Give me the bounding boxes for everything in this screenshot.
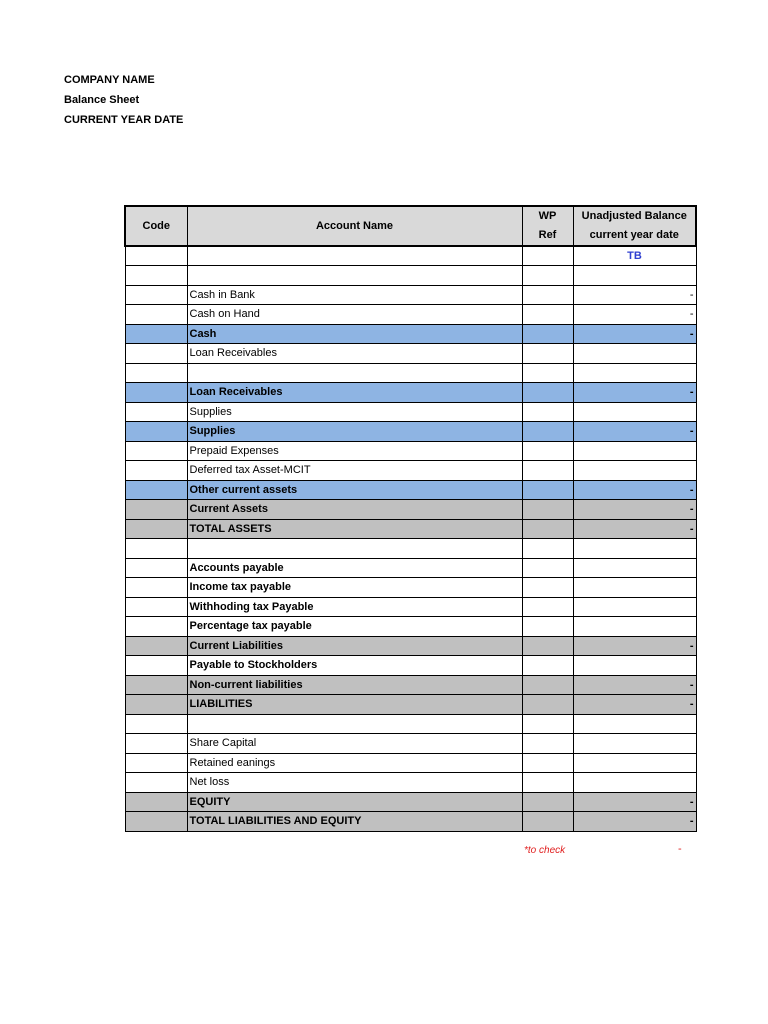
- column-header-code: Code: [125, 206, 187, 246]
- code-cell[interactable]: [125, 246, 187, 266]
- wp-ref-cell[interactable]: [522, 500, 573, 520]
- table-row: [125, 324, 696, 344]
- wp-ref-cell[interactable]: [522, 344, 573, 364]
- code-cell[interactable]: [125, 305, 187, 325]
- table-row: [125, 539, 696, 559]
- table-row: [125, 578, 696, 598]
- account-name-cell[interactable]: Share Capital: [187, 734, 522, 754]
- wp-ref-line1: WP: [538, 210, 557, 222]
- table-row: [125, 597, 696, 617]
- balance-cell[interactable]: -: [573, 792, 696, 812]
- account-name-cell[interactable]: [187, 266, 522, 286]
- wp-ref-cell[interactable]: [522, 753, 573, 773]
- account-name-cell[interactable]: Cash in Bank: [187, 285, 522, 305]
- to-check-value: -: [678, 843, 682, 855]
- table-row: [125, 675, 696, 695]
- wp-ref-cell[interactable]: [522, 324, 573, 344]
- account-name-cell[interactable]: Current Assets: [187, 500, 522, 520]
- code-cell[interactable]: [125, 792, 187, 812]
- wp-ref-cell[interactable]: [522, 636, 573, 656]
- account-name-cell[interactable]: Supplies: [187, 422, 522, 442]
- table-row: [125, 246, 696, 266]
- code-cell[interactable]: [125, 558, 187, 578]
- table-row: [125, 812, 696, 832]
- account-name-cell[interactable]: Supplies: [187, 402, 522, 422]
- wp-ref-cell[interactable]: [522, 578, 573, 598]
- wp-ref-cell[interactable]: [522, 695, 573, 715]
- balance-cell[interactable]: -: [573, 500, 696, 520]
- table-row: [125, 402, 696, 422]
- code-cell[interactable]: [125, 812, 187, 832]
- code-cell[interactable]: [125, 519, 187, 539]
- column-header-unadjusted-balance: [573, 206, 696, 246]
- wp-ref-cell[interactable]: [522, 441, 573, 461]
- wp-ref-cell[interactable]: [522, 734, 573, 754]
- table-row: [125, 734, 696, 754]
- balance-cell[interactable]: [573, 578, 696, 598]
- account-name-cell[interactable]: Cash: [187, 324, 522, 344]
- balance-cell[interactable]: [573, 714, 696, 734]
- code-cell[interactable]: [125, 480, 187, 500]
- code-cell[interactable]: [125, 675, 187, 695]
- balance-cell[interactable]: [573, 363, 696, 383]
- balance-cell[interactable]: -: [573, 305, 696, 325]
- wp-ref-cell[interactable]: [522, 246, 573, 266]
- table-row: [125, 753, 696, 773]
- account-name-cell[interactable]: Net loss: [187, 773, 522, 793]
- table-row: [125, 480, 696, 500]
- code-cell[interactable]: [125, 266, 187, 286]
- code-cell[interactable]: [125, 597, 187, 617]
- account-name-cell[interactable]: TOTAL ASSETS: [187, 519, 522, 539]
- wp-ref-cell[interactable]: [522, 305, 573, 325]
- table-row: [125, 344, 696, 364]
- table-row: [125, 695, 696, 715]
- balance-sheet-table: [124, 205, 697, 832]
- account-name-cell[interactable]: Payable to Stockholders: [187, 656, 522, 676]
- wp-ref-cell[interactable]: [522, 714, 573, 734]
- code-cell[interactable]: [125, 402, 187, 422]
- balance-cell[interactable]: -: [573, 324, 696, 344]
- code-cell[interactable]: [125, 285, 187, 305]
- company-name: COMPANY NAME: [64, 74, 155, 86]
- account-name-cell[interactable]: Current Liabilities: [187, 636, 522, 656]
- wp-ref-cell[interactable]: [522, 558, 573, 578]
- balance-cell[interactable]: [573, 402, 696, 422]
- wp-ref-cell[interactable]: [522, 363, 573, 383]
- balance-cell[interactable]: [573, 656, 696, 676]
- table-row: [125, 461, 696, 481]
- code-cell[interactable]: [125, 773, 187, 793]
- balance-cell[interactable]: -: [573, 636, 696, 656]
- balance-cell[interactable]: [573, 344, 696, 364]
- wp-ref-cell[interactable]: [522, 539, 573, 559]
- wp-ref-cell[interactable]: [522, 461, 573, 481]
- wp-ref-cell[interactable]: [522, 422, 573, 442]
- table-row: [125, 773, 696, 793]
- wp-ref-cell[interactable]: [522, 656, 573, 676]
- wp-ref-cell[interactable]: [522, 383, 573, 403]
- code-cell[interactable]: [125, 383, 187, 403]
- table-row: [125, 519, 696, 539]
- wp-ref-cell[interactable]: [522, 480, 573, 500]
- account-name-cell[interactable]: Income tax payable: [187, 578, 522, 598]
- balance-cell[interactable]: -: [573, 675, 696, 695]
- table-row: [125, 383, 696, 403]
- balance-cell[interactable]: TB: [573, 246, 696, 266]
- wp-ref-cell[interactable]: [522, 402, 573, 422]
- code-cell[interactable]: [125, 753, 187, 773]
- balance-cell[interactable]: [573, 617, 696, 637]
- account-name-cell[interactable]: Non-current liabilities: [187, 675, 522, 695]
- column-header-account-name: Account Name: [187, 206, 522, 246]
- balance-cell[interactable]: [573, 441, 696, 461]
- balance-cell[interactable]: -: [573, 695, 696, 715]
- code-cell[interactable]: [125, 422, 187, 442]
- wp-ref-line2: Ref: [538, 229, 557, 241]
- document-header: [64, 70, 183, 130]
- account-name-cell[interactable]: Deferred tax Asset-MCIT: [187, 461, 522, 481]
- wp-ref-cell[interactable]: [522, 812, 573, 832]
- table-row: [125, 636, 696, 656]
- balance-cell[interactable]: -: [573, 480, 696, 500]
- code-cell[interactable]: [125, 461, 187, 481]
- account-name-cell[interactable]: [187, 246, 522, 266]
- code-cell[interactable]: [125, 363, 187, 383]
- wp-ref-cell[interactable]: [522, 792, 573, 812]
- code-cell[interactable]: [125, 656, 187, 676]
- account-name-cell[interactable]: [187, 539, 522, 559]
- account-name-cell[interactable]: Cash on Hand: [187, 305, 522, 325]
- balance-cell[interactable]: [573, 558, 696, 578]
- wp-ref-cell[interactable]: [522, 597, 573, 617]
- balance-cell[interactable]: -: [573, 285, 696, 305]
- to-check-note: *to check: [524, 845, 566, 856]
- table-row: [125, 714, 696, 734]
- balance-cell[interactable]: [573, 773, 696, 793]
- account-name-cell[interactable]: Percentage tax payable: [187, 617, 522, 637]
- code-cell[interactable]: [125, 500, 187, 520]
- code-cell[interactable]: [125, 344, 187, 364]
- wp-ref-cell[interactable]: [522, 519, 573, 539]
- wp-ref-cell[interactable]: [522, 773, 573, 793]
- table-row: [125, 363, 696, 383]
- wp-ref-cell[interactable]: [522, 266, 573, 286]
- balance-line2: current year date: [589, 229, 679, 241]
- document-date: CURRENT YEAR DATE: [64, 114, 184, 126]
- account-name-cell[interactable]: Loan Receivables: [187, 383, 522, 403]
- account-name-cell[interactable]: Accounts payable: [187, 558, 522, 578]
- balance-cell[interactable]: [573, 266, 696, 286]
- table-row: [125, 441, 696, 461]
- code-cell[interactable]: [125, 578, 187, 598]
- table-row: [125, 617, 696, 637]
- balance-cell[interactable]: -: [573, 383, 696, 403]
- balance-cell[interactable]: -: [573, 422, 696, 442]
- code-cell[interactable]: [125, 714, 187, 734]
- account-name-cell[interactable]: Prepaid Expenses: [187, 441, 522, 461]
- account-name-cell[interactable]: Withhoding tax Payable: [187, 597, 522, 617]
- balance-cell[interactable]: [573, 753, 696, 773]
- table-row: [125, 305, 696, 325]
- table-row: [125, 266, 696, 286]
- balance-cell[interactable]: -: [573, 812, 696, 832]
- table-row: [125, 558, 696, 578]
- table-row: [125, 656, 696, 676]
- account-name-cell[interactable]: [187, 714, 522, 734]
- code-cell[interactable]: [125, 617, 187, 637]
- code-cell[interactable]: [125, 324, 187, 344]
- code-cell[interactable]: [125, 636, 187, 656]
- account-name-cell[interactable]: Other current assets: [187, 480, 522, 500]
- account-name-cell[interactable]: EQUITY: [187, 792, 522, 812]
- column-header-wp-ref: [522, 206, 573, 246]
- account-name-cell[interactable]: LIABILITIES: [187, 695, 522, 715]
- balance-line1: Unadjusted Balance: [581, 210, 687, 222]
- wp-ref-cell[interactable]: [522, 675, 573, 695]
- table-row: [125, 285, 696, 305]
- account-name-cell[interactable]: [187, 363, 522, 383]
- code-cell[interactable]: [125, 734, 187, 754]
- table-row: [125, 422, 696, 442]
- wp-ref-cell[interactable]: [522, 285, 573, 305]
- balance-cell[interactable]: -: [573, 519, 696, 539]
- balance-cell[interactable]: [573, 539, 696, 559]
- account-name-cell[interactable]: Loan Receivables: [187, 344, 522, 364]
- code-cell[interactable]: [125, 441, 187, 461]
- document-title: Balance Sheet: [64, 94, 140, 106]
- code-cell[interactable]: [125, 539, 187, 559]
- account-name-cell[interactable]: Retained eanings: [187, 753, 522, 773]
- account-name-cell[interactable]: TOTAL LIABILITIES AND EQUITY: [187, 812, 522, 832]
- table-row: [125, 792, 696, 812]
- table-body: [125, 246, 696, 831]
- wp-ref-cell[interactable]: [522, 617, 573, 637]
- balance-cell[interactable]: [573, 461, 696, 481]
- balance-cell[interactable]: [573, 597, 696, 617]
- balance-cell[interactable]: [573, 734, 696, 754]
- table-row: [125, 500, 696, 520]
- code-cell[interactable]: [125, 695, 187, 715]
